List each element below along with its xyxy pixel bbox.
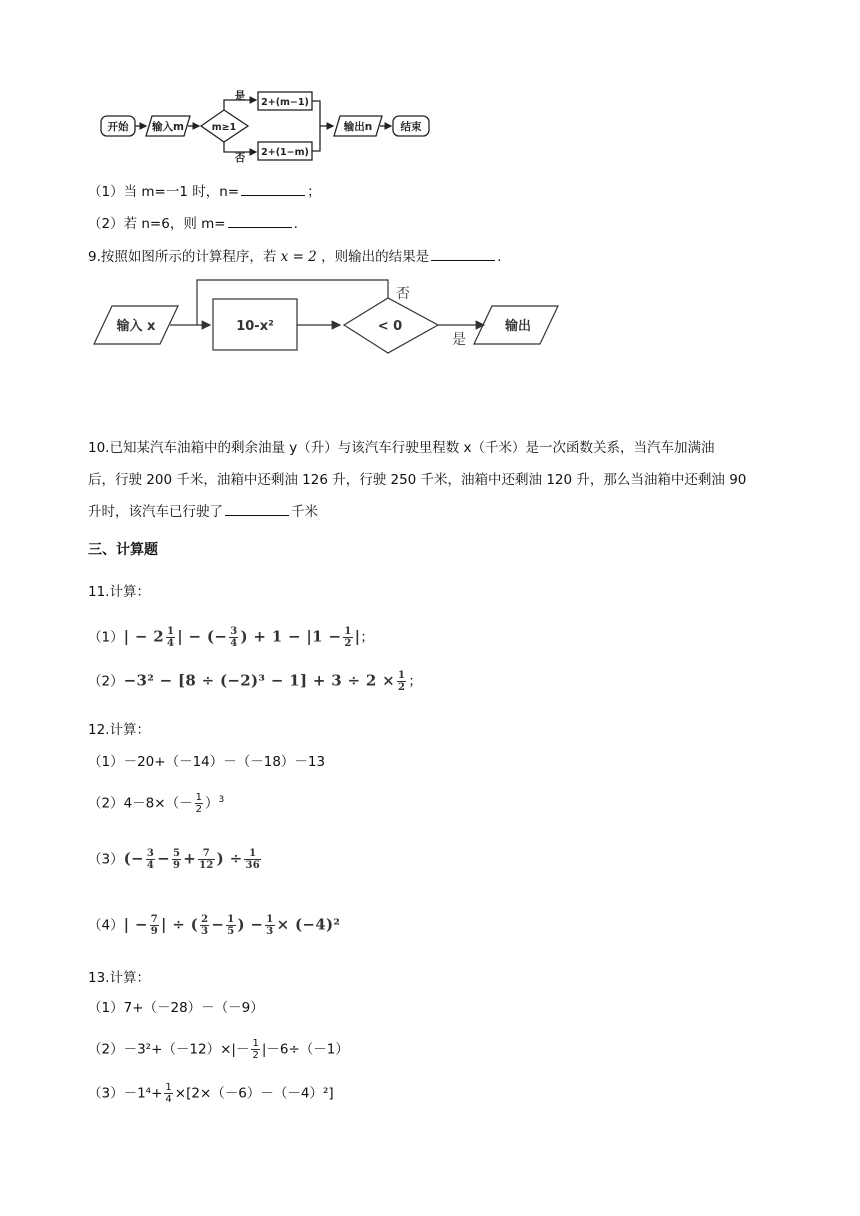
fraction: $\frac{1}{2}$ <box>344 626 352 649</box>
q12-title: 12.计算： <box>88 722 150 738</box>
input-label: 输入 x <box>116 319 156 334</box>
fraction: $\frac{7}{9}$ <box>150 914 159 937</box>
condition-label: < 0 <box>377 319 403 334</box>
q12-part2: （2）4－8×（－ $\frac{1}{2}$ ）$^3$ <box>88 792 225 815</box>
output-label: 输出 <box>504 319 532 334</box>
q9-math: x = 2 <box>280 249 317 265</box>
flowchart-1 <box>96 88 436 164</box>
condition-label: m≥1 <box>211 122 237 133</box>
yes-label: 是 <box>452 332 466 348</box>
q12-part4: （4）| − $\frac{7}{9}$ | ÷ ( $\frac{2}{3}$ − $\frac{1}{5}$ ) − $\frac{1}{3}$ × (−4)² <box>88 914 341 937</box>
fraction: $\frac{1}{4}$ <box>167 626 175 649</box>
fraction: $\frac{1}{2}$ <box>252 1038 259 1061</box>
q13-part3: （3）－1⁴+ $\frac{1}{4}$ ×[2×（－6）－（－4）²] <box>88 1082 334 1105</box>
fraction: $\frac{3}{4}$ <box>146 848 155 871</box>
fraction: $\frac{7}{12}$ <box>199 848 214 871</box>
fraction: $\frac{1}{4}$ <box>165 1082 172 1105</box>
yes-box-label: 2+(m−1) <box>261 97 309 108</box>
q8-part2: （2）若 n=6，则 m= . <box>88 216 298 232</box>
compute-label: 10-x² <box>236 319 274 334</box>
q10-line1: 10.已知某汽车油箱中的剩余油量 y（升）与该汽车行驶里程数 x（千米）是一次函数关系，当汽车加满油 <box>88 440 715 456</box>
fraction: $\frac{1}{2}$ <box>195 792 202 815</box>
section-title: 三、计算题 <box>88 542 158 558</box>
q11-part1: （1）| − 2 $\frac{1}{4}$ | − (− $\frac{3}{4}$ ) + 1 − |1 − $\frac{1}{2}$ |； <box>88 626 374 649</box>
fraction: $\frac{1}{36}$ <box>245 848 260 871</box>
q12-part3: （3）(− $\frac{3}{4}$ − $\frac{5}{9}$ + $\frac{7}{12}$ ) ÷ $\frac{1}{36}$ <box>88 848 260 871</box>
flowchart-2 <box>92 276 572 360</box>
fraction: $\frac{2}{3}$ <box>201 914 209 937</box>
no-box-label: 2+(1−m) <box>261 147 309 158</box>
fraction: $\frac{1}{2}$ <box>398 670 406 693</box>
q11-title: 11.计算： <box>88 584 150 600</box>
answer-blank[interactable] <box>228 214 292 228</box>
no-label: 否 <box>396 286 410 302</box>
q12-part1: （1）－20+（－14）－（－18）－13 <box>88 754 326 770</box>
fraction: $\frac{5}{9}$ <box>173 848 181 871</box>
q11-part2: （2）−3² − [8 ÷ (−2)³ − 1] + 3 ÷ 2 × $\frac{1}{2}$ ； <box>88 670 422 693</box>
end-label: 结束 <box>400 121 422 133</box>
start-label: 开始 <box>107 121 129 133</box>
yes-label: 是 <box>234 90 246 102</box>
q10-line3: 升时，该汽车已行驶了 千米 <box>88 504 318 520</box>
answer-blank[interactable] <box>241 182 305 196</box>
q13-part2: （2）－3²+（－12）×|－ $\frac{1}{2}$ |－6÷（－1） <box>88 1038 349 1061</box>
answer-blank[interactable] <box>225 502 289 516</box>
fraction: $\frac{1}{5}$ <box>227 914 235 937</box>
q13-part1: （1）7+（－28）－（－9） <box>88 1000 264 1016</box>
answer-blank[interactable] <box>431 247 495 261</box>
input-label: 输入m <box>152 121 184 133</box>
fraction: $\frac{1}{3}$ <box>266 914 274 937</box>
output-label: 输出n <box>343 121 373 133</box>
fraction: $\frac{3}{4}$ <box>230 626 238 649</box>
q9-text: 9.按照如图所示的计算程序，若 x = 2 ，则输出的结果是 . <box>88 249 502 265</box>
q10-line2: 后，行驶 200 千米，油箱中还剩油 126 升，行驶 250 千米，油箱中还剩油 120 升，那么当油箱中还剩油 90 <box>88 472 747 488</box>
q8-part1: （1）当 m=一1 时，n= ； <box>88 184 321 200</box>
no-label: 否 <box>234 152 246 164</box>
q13-title: 13.计算： <box>88 970 150 986</box>
